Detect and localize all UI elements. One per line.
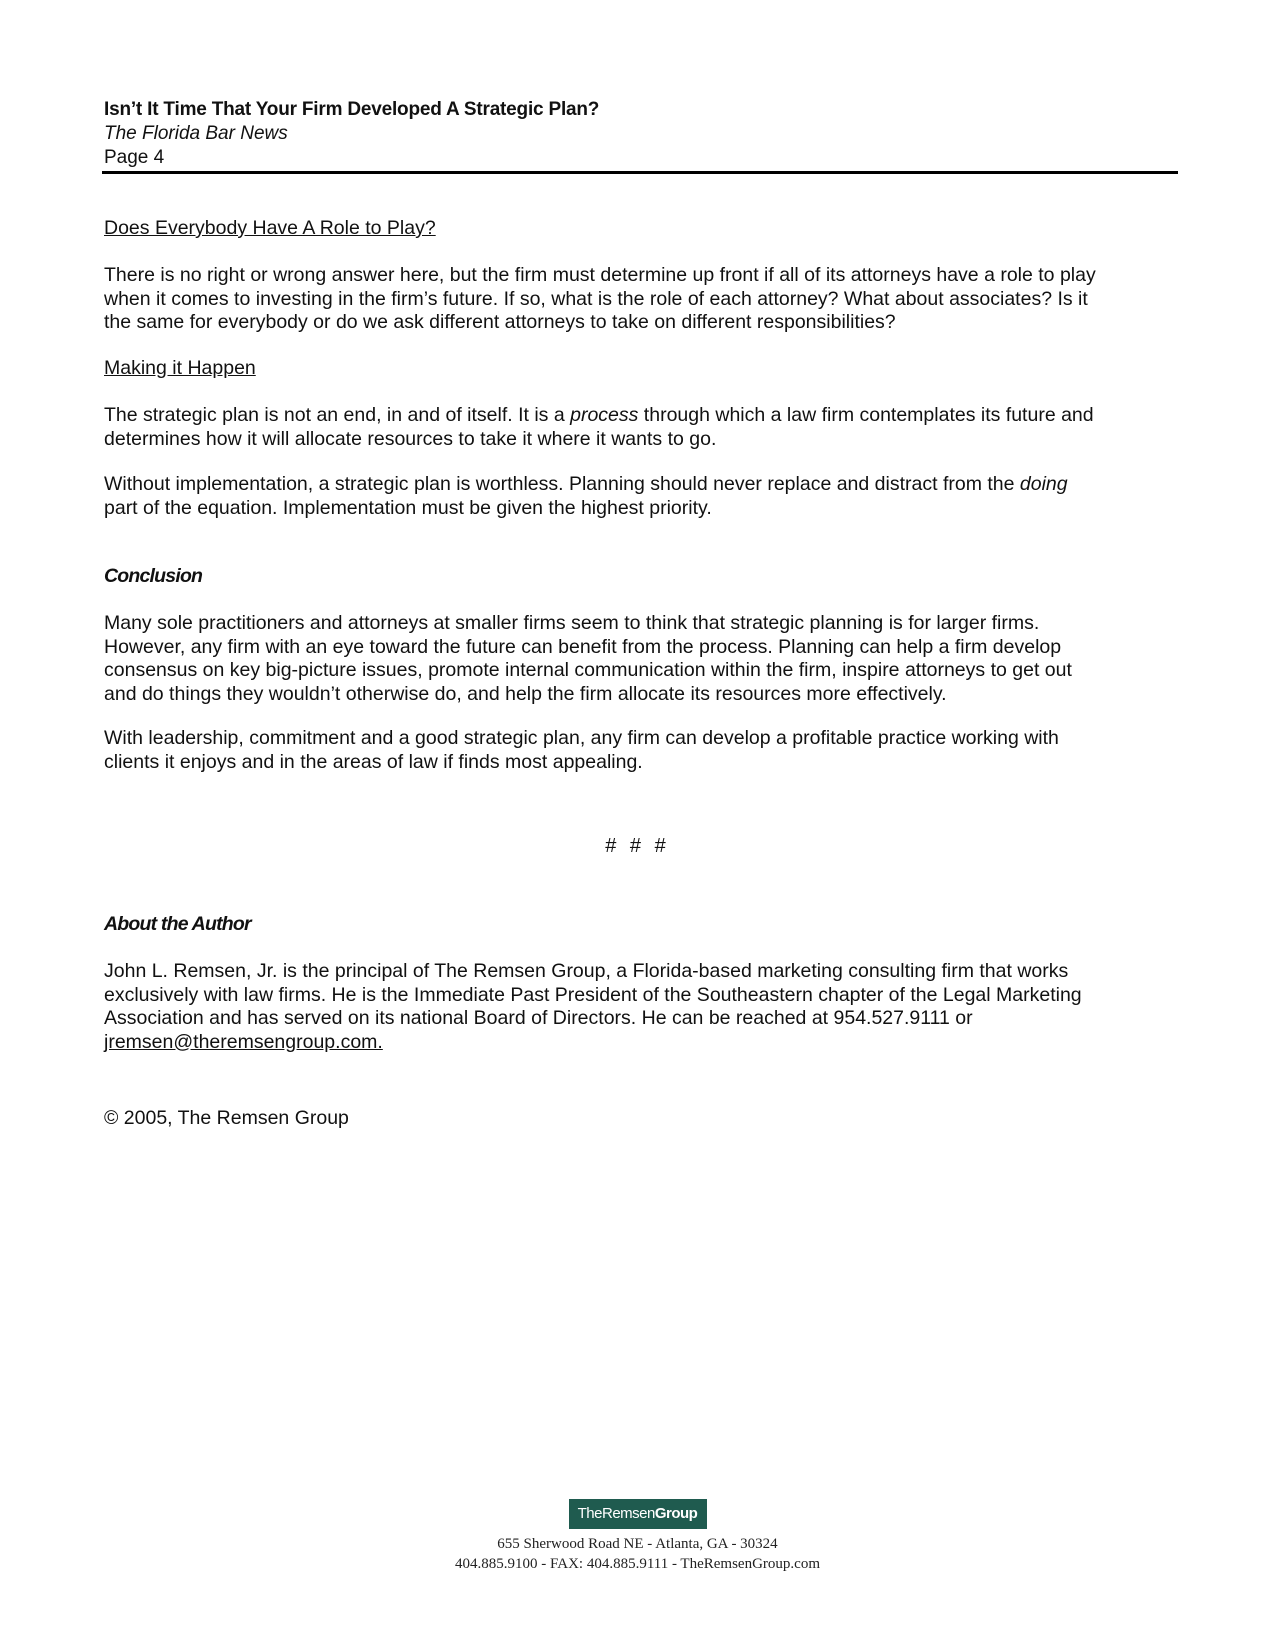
paragraph-line: and do things they wouldn’t otherwise do, and help the firm allocate its resources more effectively. <box>104 682 947 705</box>
conclusion-paragraph-1 <box>104 612 1178 706</box>
role-paragraph <box>104 264 1178 335</box>
copyright-text: © 2005, The Remsen Group <box>104 1107 349 1129</box>
paragraph-line: clients it enjoys and in the areas of law if finds most appealing. <box>104 750 643 773</box>
author-email-link[interactable]: jremsen@theremsengroup.com. <box>104 1030 383 1053</box>
page-number: Page 4 <box>104 147 165 168</box>
paragraph-line: Many sole practitioners and attorneys at smaller firms seem to think that strategic planning is for larger firms. <box>104 612 1040 634</box>
section-heading: Conclusion <box>104 565 203 587</box>
emphasis: doing <box>1019 473 1068 495</box>
footer-address: 655 Sherwood Road NE - Atlanta, GA - 30324 <box>497 1536 778 1552</box>
paragraph-line: exclusively with law firms. He is the Immediate Past President of the Southeastern chapter of the Legal Marketing <box>104 983 1082 1006</box>
paragraph-line: With leadership, commitment and a good strategic plan, any firm can develop a profitable practice working with <box>104 727 1059 749</box>
article-title: Isn’t It Time That Your Firm Developed A Strategic Plan? <box>104 99 600 120</box>
happen-paragraph-1 <box>104 404 1178 451</box>
section-heading: Making it Happen <box>104 357 256 379</box>
section-heading: About the Author <box>104 913 251 935</box>
remsen-group-logo: TheRemsenGroup <box>569 1499 707 1529</box>
author-paragraph <box>104 960 1178 1054</box>
role-heading <box>104 217 1178 241</box>
copyright <box>104 1107 1178 1131</box>
page-header <box>104 98 1178 170</box>
conclusion-heading <box>104 565 1178 589</box>
page-footer <box>0 1499 1275 1574</box>
paragraph-line: The strategic plan is not an end, in and of itself. It is a process through which a law firm contemplates its future and <box>104 404 1094 426</box>
paragraph-line: consensus on key big-picture issues, promote internal communication within the firm, inspire attorneys to get out <box>104 659 1072 681</box>
author-heading <box>104 913 1178 937</box>
happen-heading <box>104 357 1178 381</box>
happen-paragraph-2 <box>104 473 1178 520</box>
paragraph-line: John L. Remsen, Jr. is the principal of The Remsen Group, a Florida-based marketing consulting firm that works <box>104 960 1069 982</box>
publication-name: The Florida Bar News <box>104 123 288 144</box>
header-divider <box>102 171 1178 174</box>
conclusion-paragraph-2 <box>104 727 1178 774</box>
footer-contact: 404.885.9100 - FAX: 404.885.9111 - TheRemsenGroup.com <box>455 1556 820 1572</box>
paragraph-line: Association and has served on its national Board of Directors. He can be reached at 954.527.9111 or <box>104 1007 973 1029</box>
paragraph-line: However, any firm with an eye toward the future can benefit from the process. Planning can help a firm develop <box>104 635 1062 658</box>
paragraph-line: the same for everybody or do we ask different attorneys to take on different responsibilities? <box>104 311 896 333</box>
paragraph-line: Without implementation, a strategic plan is worthless. Planning should never replace and distract from the doing <box>104 473 1068 495</box>
paragraph-line: when it comes to investing in the firm’s future. If so, what is the role of each attorney? What about associates? Is it <box>104 287 1088 310</box>
section-heading: Does Everybody Have A Role to Play? <box>104 217 436 239</box>
paragraph-line: determines how it will allocate resources to take it where it wants to go. <box>104 427 717 450</box>
end-mark: # # # <box>605 835 670 857</box>
emphasis: process <box>570 404 639 426</box>
paragraph-line: There is no right or wrong answer here, but the firm must determine up front if all of its attorneys have a role to play <box>104 264 1096 286</box>
paragraph-line: part of the equation. Implementation must be given the highest priority. <box>104 496 712 519</box>
